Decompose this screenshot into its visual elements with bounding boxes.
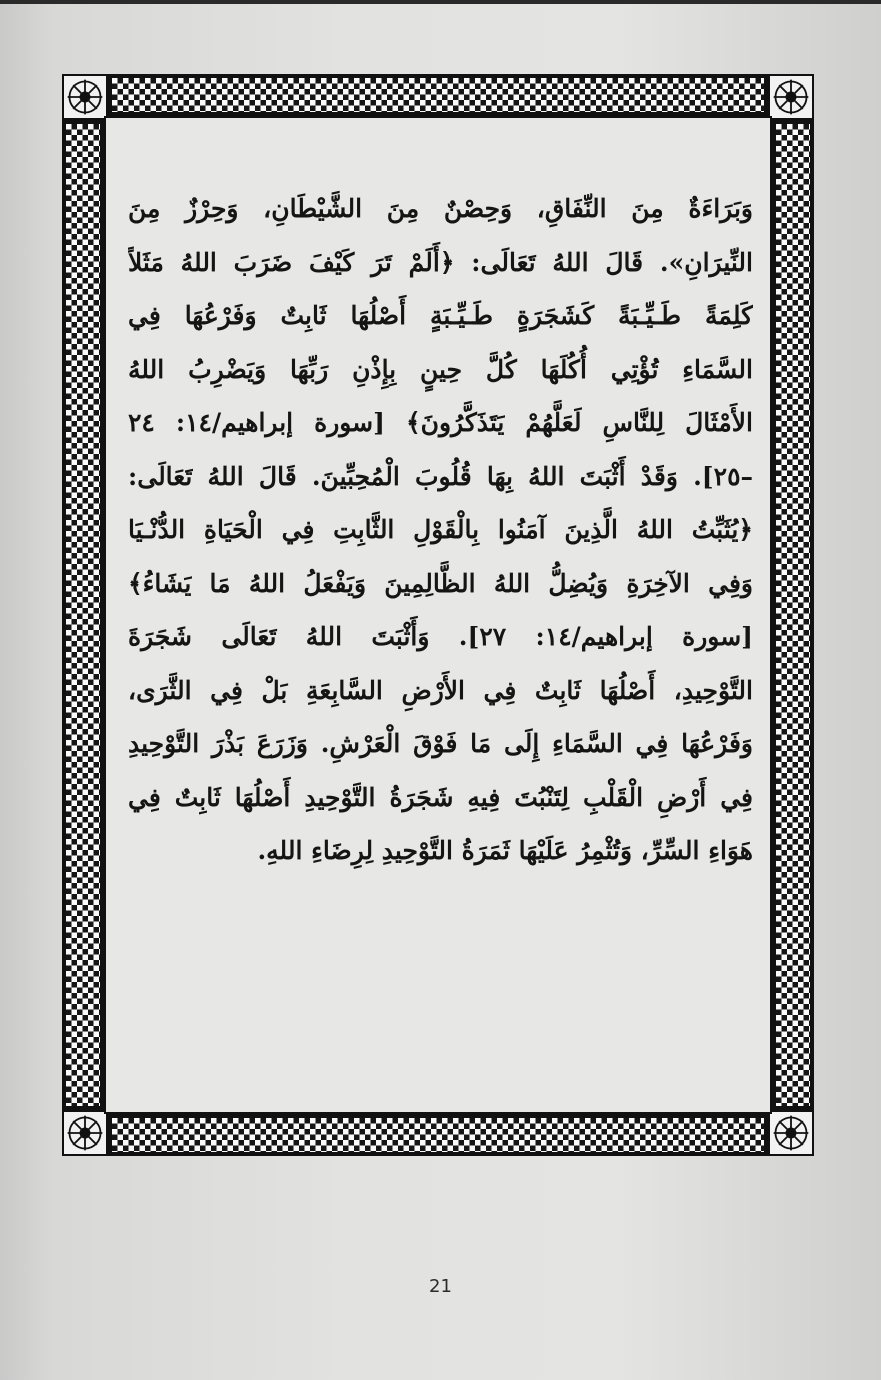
text-line: ﴿يُثَبِّتُ اللهُ الَّذِينَ آمَنُوا بِالْقَوْلِ الثَّابِتِ فِي الْحَيَاةِ الدُّنْـيَا	[128, 515, 753, 544]
corner-ornament-icon	[62, 1110, 108, 1156]
text-line: النِّيرَانِ». قَالَ اللهُ تَعَالَى: ﴿أَلَمْ تَرَ كَيْفَ ضَرَبَ اللهُ مَثَلاً	[128, 247, 753, 277]
text-line: الأَمْثَالَ لِلنَّاسِ لَعَلَّهُمْ يَتَذَكَّرُونَ﴾ [سورة إبراهيم/١٤: ٢٤	[128, 408, 753, 437]
text-line: وَفِي الآخِرَةِ وَيُضِلُّ اللهُ الظَّالِمِينَ وَيَفْعَلُ اللهُ مَا يَشَاءُ﴾	[128, 568, 753, 598]
border-bottom-pattern	[112, 1118, 764, 1152]
border-left-pattern	[66, 124, 100, 1106]
text-line: التَّوْحِيدِ، أَصْلُهَا ثَابِتٌ فِي الأَرْضِ السَّابِعَةِ بَلْ فِي الثَّرَى،	[128, 675, 753, 705]
corner-ornament-icon	[768, 74, 814, 120]
border-top-pattern	[112, 78, 764, 112]
text-line: السَّمَاءِ تُؤْتِي أُكُلَهَا كُلَّ حِينٍ بِإِذْنِ رَبِّهَا وَيَضْرِبُ اللهُ	[128, 354, 753, 384]
border-right-pattern	[776, 124, 810, 1106]
top-edge-shadow	[0, 0, 881, 4]
text-line: –٢٥]. وَقَدْ أَثْبَتَ اللهُ بِهَا قُلُوبَ الْمُحِبِّينَ. قَالَ اللهُ تَعَالَى:	[128, 461, 753, 491]
text-line: وَبَرَاءَةٌ مِنَ النِّفَاقِ، وَحِصْنٌ مِنَ الشَّيْطَانِ، وَحِرْزٌ مِنَ	[128, 194, 753, 223]
text-line: وَفَرْعُهَا فِي السَّمَاءِ إِلَى مَا فَوْقَ الْعَرْشِ. وَزَرَعَ بَذْرَ التَّوْحِيدِ	[128, 729, 753, 758]
text-line: [سورة إبراهيم/١٤: ٢٧]. وَأَثْبَتَ اللهُ تَعَالَى شَجَرَةَ	[128, 622, 753, 651]
corner-ornament-icon	[62, 74, 108, 120]
text-line: هَوَاءِ السِّرِّ، وَتُثْمِرُ عَلَيْهَا ثَمَرَةُ التَّوْحِيدِ لِرِضَاءِ اللهِ.	[257, 836, 753, 865]
text-line: فِي أَرْضِ الْقَلْبِ لِتَنْبُتَ فِيهِ شَجَرَةُ التَّوْحِيدِ أَصْلُهَا ثَابِتٌ فِي	[128, 782, 753, 812]
text-line: كَلِمَةً طَـيِّـبَةً كَشَجَرَةٍ طَـيِّـبَةٍ أَصْلُهَا ثَابِتٌ وَفَرْعُهَا فِي	[128, 301, 753, 330]
corner-ornament-icon	[768, 1110, 814, 1156]
page-number: 21	[429, 1276, 452, 1297]
body-text	[128, 182, 753, 878]
